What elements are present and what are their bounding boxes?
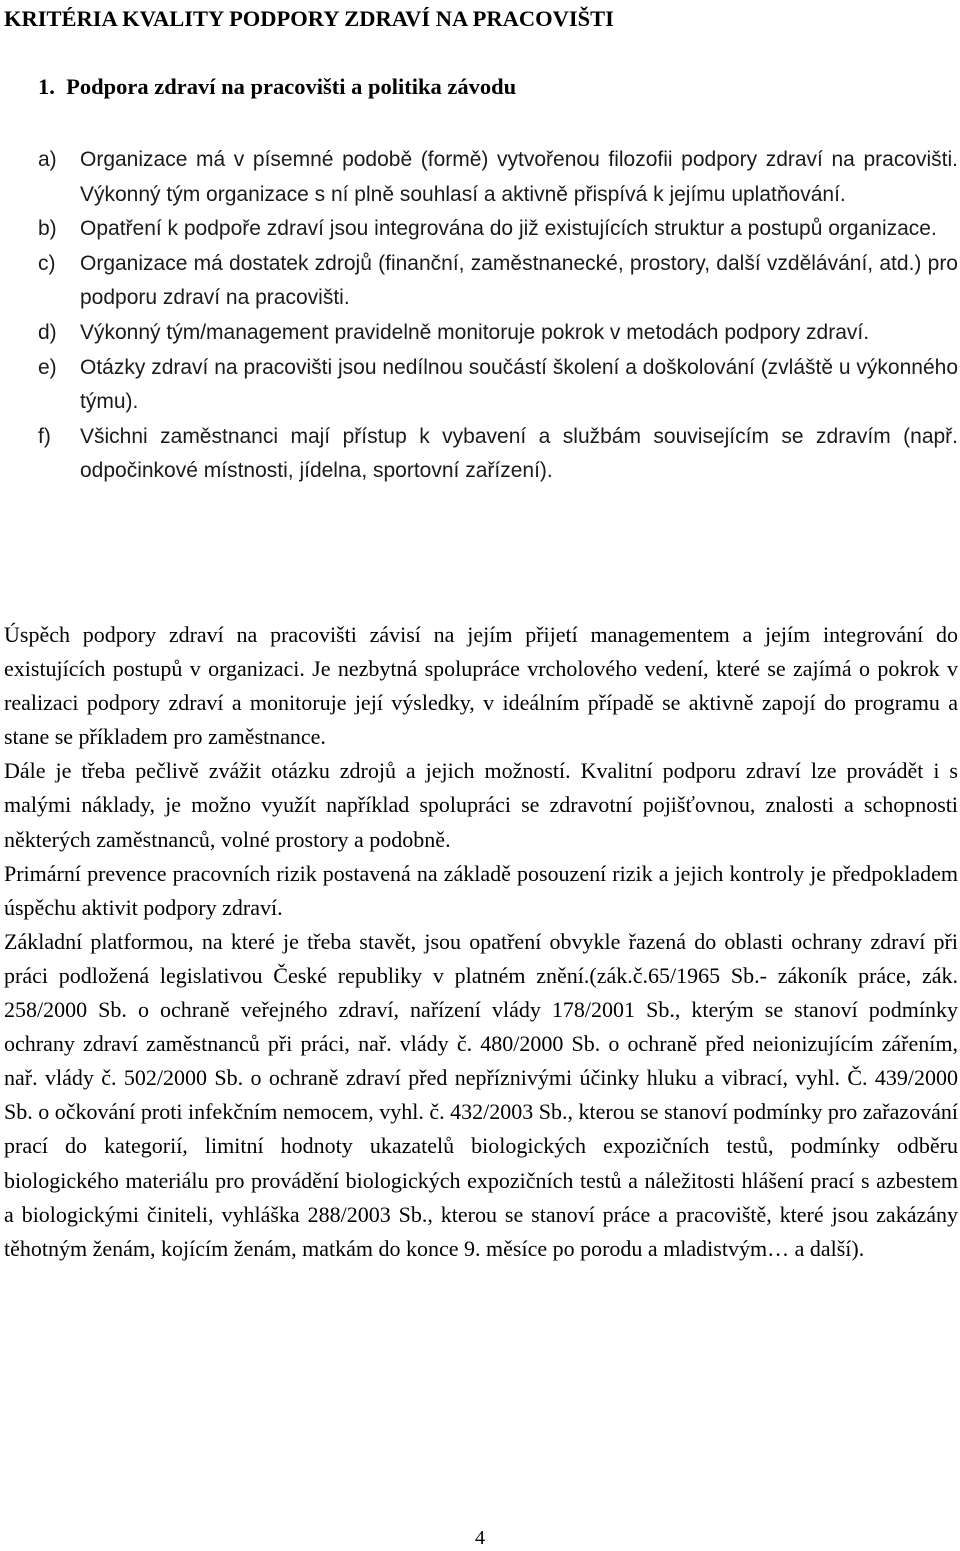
paragraph: Primární prevence pracovních rizik postavená na základě posouzení rizik a jejich kontroly je předpokladem úspěchu aktivit podpory zdraví. <box>4 860 958 920</box>
criteria-list <box>38 143 958 489</box>
criteria-text: Opatření k podpoře zdraví jsou integrována do již existujících struktur a postupů organizace. <box>80 217 937 241</box>
body-text <box>4 618 958 1266</box>
criteria-marker: f) <box>38 424 51 448</box>
criteria-text: Organizace má v písemné podobě (formě) vytvořenou filozofii podpory zdraví na pracovišti. Výkonný tým organizace s ní plně souhlasí a aktivně přispívá k jejímu uplatňování. <box>80 148 958 206</box>
criteria-item <box>38 316 958 351</box>
criteria-item <box>38 351 958 420</box>
section-heading <box>38 74 516 100</box>
criteria-text: Organizace má dostatek zdrojů (finanční, zaměstnanecké, prostory, další vzdělávání, atd.) pro podporu zdraví na pracovišti. <box>80 251 958 310</box>
criteria-marker: e) <box>38 355 57 379</box>
criteria-marker: c) <box>38 251 56 275</box>
criteria-item <box>38 143 958 212</box>
criteria-text: Otázky zdraví na pracovišti jsou nedílnou součástí školení a doškolování (zvláště u výkonného týmu). <box>80 355 958 414</box>
paragraph: Dále je třeba pečlivě zvážit otázku zdrojů a jejich možností. Kvalitní podporu zdraví lze provádět i s malými náklady, je možno využít například spolupráci se zdravotní pojišťovnou, znalosti a schopnosti některých zaměstnanců, volné prostory a podobně. <box>4 758 958 852</box>
document-title: KRITÉRIA KVALITY PODPORY ZDRAVÍ NA PRACOVIŠTI <box>4 6 614 31</box>
criteria-marker: d) <box>38 320 57 344</box>
criteria-text: Výkonný tým/management pravidelně monitoruje pokrok v metodách podpory zdraví. <box>80 320 870 344</box>
criteria-item <box>38 247 958 316</box>
section-title: Podpora zdraví na pracovišti a politika závodu <box>66 74 517 99</box>
criteria-item <box>38 420 958 489</box>
page-number: 4 <box>475 1527 485 1549</box>
paragraph: Úspěch podpory zdraví na pracovišti závisí na jejím přijetí managementem a jejím integrování do existujících postupů v organizaci. Je nezbytná spolupráce vrcholového vedení, které se zajímá o pokrok v realizaci podpory zdraví a monitoruje její výsledky, v ideálním případě se aktivně zapojí do programu a stane se příkladem pro zaměstnance. <box>4 622 958 750</box>
section-number: 1. <box>38 74 55 99</box>
criteria-marker: b) <box>38 217 57 241</box>
paragraph: Základní platformou, na které je třeba stavět, jsou opatření obvykle řazená do oblasti ochrany zdraví při práci podložená legislativou České republiky v platném znění.(zák.č.65/1965 Sb.- zákoník práce, zák. 258/2000 Sb. o ochraně veřejného zdraví, nařízení vlády 178/2001 Sb., kterým se stanoví podmínky ochrany zdraví zaměstnanců při práci, nař. vlády č. 480/2000 Sb. o ochraně před neionizujícím zářením, nař. vlády č. 502/2000 Sb. o ochraně zdraví před nepříznivými účinky hluku a vibrací, vyhl. Č. 439/2000 Sb. o očkování proti infekčním nemocem, vyhl. č. 432/2003 Sb., kterou se stanoví podmínky pro zařazování prací do kategorií, limitní hodnoty ukazatelů biologických expozičních testů, podmínky odběru biologického materiálu pro provádění biologických expozičních testů a náležitosti hlášení prací s azbestem a biologickými činiteli, vyhláška 288/2003 Sb., kterou se stanoví práce a pracoviště, které jsou zakázány těhotným ženám, kojícím ženám, matkám do konce 9. měsíce po porodu a mladistvým… a další). <box>4 928 958 1261</box>
criteria-marker: a) <box>38 148 57 171</box>
criteria-item <box>38 212 958 247</box>
criteria-text: Všichni zaměstnanci mají přístup k vybavení a službám souvisejícím se zdravím (např. odpočinkové místnosti, jídelna, sportovní zařízení). <box>80 424 958 483</box>
